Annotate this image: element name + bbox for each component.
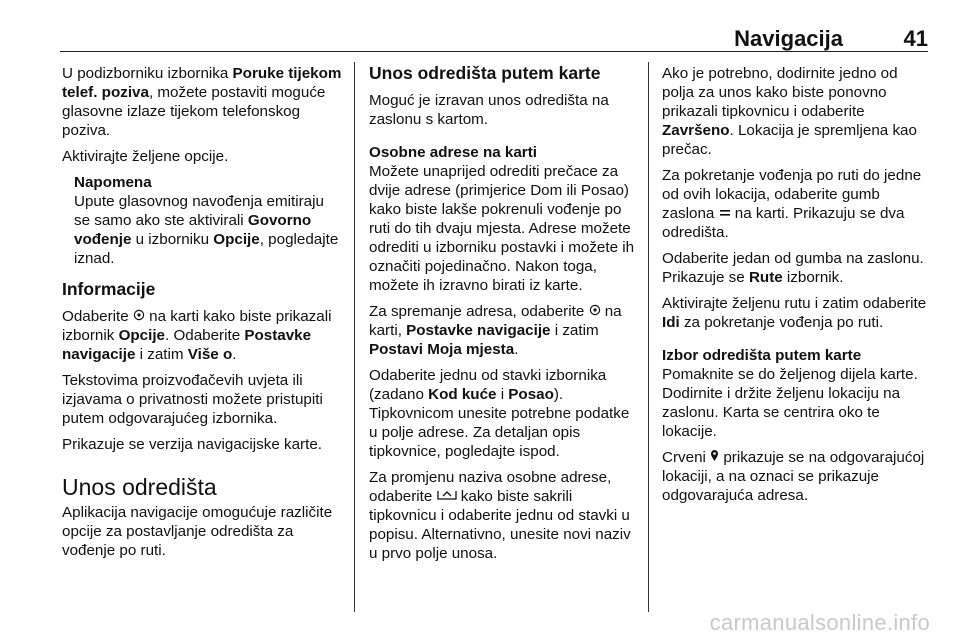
menu-term: Opcije bbox=[118, 327, 165, 344]
text: ). Tipkovnicom unesite potrebne podatke u polje adrese. Za detaljan opis tipkovnice, pogledajte ispod. bbox=[369, 386, 630, 460]
text: Za pokretanje vođenja po ruti do jedne od ovih lokacija, odaberite gumb zaslona bbox=[662, 167, 922, 222]
text: prikazuje se na odgovarajućoj lokaciji, a na oznaci se prikazuje odgovarajuća adresa. bbox=[662, 449, 925, 504]
paragraph bbox=[369, 366, 635, 461]
paragraph: Aplikacija navigacije omogućuje različite opcije za postavljanje odredišta za vođenje po ruti. bbox=[62, 504, 333, 559]
paragraph: Pomaknite se do željenog dijela karte. Dodirnite i držite željenu lokaciju na zaslonu. Karta se centrira oko te lokacije. bbox=[662, 366, 918, 440]
paragraph bbox=[62, 64, 344, 140]
section-heading: Informacije bbox=[62, 279, 156, 299]
menu-term: Kod kuće bbox=[428, 386, 497, 403]
note-title-text: Napomena bbox=[74, 174, 152, 191]
text: u izborniku bbox=[131, 231, 214, 248]
menu-term: Više o bbox=[187, 346, 233, 363]
watermark: carmanualsonline.info bbox=[709, 610, 930, 635]
note-text bbox=[74, 192, 344, 268]
paragraph bbox=[369, 468, 635, 563]
paragraph bbox=[662, 166, 928, 242]
header-rule bbox=[60, 51, 928, 52]
subsection-heading: Osobne adrese na karti bbox=[369, 144, 537, 161]
location-pin-icon bbox=[710, 448, 719, 467]
text: Crveni bbox=[662, 449, 711, 466]
paragraph: Možete unaprijed odrediti prečace za dvije adrese (primjerice Dom ili Posao) kako biste lakše pokrenuli vođenje po ruti do tih dvaju mjesta. Adrese možete odrediti u izborniku postavki i možete ih označiti pojedinačno. Nakon toga, možete ih izravno birati iz karte. bbox=[369, 163, 635, 294]
text: na karti kako biste prikazali izbornik bbox=[62, 308, 332, 344]
column-3 bbox=[662, 64, 928, 512]
paragraph bbox=[662, 294, 928, 332]
page-number: 41 bbox=[903, 26, 928, 51]
text: Odaberite jedan od gumba na zaslonu. Prikazuje se bbox=[662, 250, 924, 286]
text: kako biste sakrili tipkovnicu i odaberite jednu od stavki u popisu. Alternativno, unesite novi naziv u prvo polje unosa. bbox=[369, 488, 631, 562]
column-1 bbox=[62, 64, 344, 567]
text: . bbox=[514, 341, 519, 358]
text: izbornik. bbox=[782, 269, 844, 286]
paragraph: Aktivirajte željene opcije. bbox=[62, 148, 229, 165]
menu-term: Idi bbox=[662, 314, 680, 331]
paragraph: Prikazuje se verzija navigacijske karte. bbox=[62, 436, 322, 453]
text: na karti, bbox=[369, 303, 622, 339]
menu-term: Završeno bbox=[662, 122, 730, 139]
text: i zatim bbox=[135, 346, 188, 363]
column-divider bbox=[354, 62, 355, 612]
text: U podizborniku izbornika bbox=[62, 65, 233, 82]
text: i bbox=[496, 386, 509, 403]
text: za pokretanje vođenja po ruti. bbox=[679, 314, 884, 331]
paragraph bbox=[62, 307, 344, 364]
text: . Lokacija je spremljena kao prečac. bbox=[662, 122, 917, 158]
keyboard-hide-icon bbox=[437, 487, 457, 506]
text: Odaberite jednu od stavki izbornika (zadano bbox=[369, 367, 607, 403]
note-title bbox=[74, 173, 344, 192]
text: i zatim bbox=[550, 322, 599, 339]
gear-icon bbox=[589, 302, 601, 321]
text: Odaberite bbox=[62, 308, 133, 325]
column-divider bbox=[648, 62, 649, 612]
paragraph: Moguć je izravan unos odredišta na zaslonu s kartom. bbox=[369, 92, 609, 128]
note-block bbox=[62, 173, 344, 268]
gear-icon bbox=[133, 307, 145, 326]
section-heading: Unos odredišta putem karte bbox=[369, 63, 601, 83]
menu-term: Poruke tijekom telef. poziva bbox=[62, 65, 342, 101]
text: , pogledajte iznad. bbox=[74, 231, 339, 267]
menu-term: Postavke navigacije bbox=[62, 327, 312, 363]
menu-term: Rute bbox=[748, 269, 783, 286]
paragraph bbox=[369, 302, 635, 359]
text: , možete postaviti moguće glasovne izlaze tijekom telefonskog poziva. bbox=[62, 84, 326, 139]
paragraph bbox=[662, 448, 928, 505]
menu-term: Opcije bbox=[213, 231, 260, 248]
page-header bbox=[60, 18, 928, 52]
text: na karti. Prikazuju se dva odredišta. bbox=[662, 205, 905, 241]
text: Za promjenu naziva osobne adrese, odaberite bbox=[369, 469, 612, 505]
subsection-heading: Izbor odredišta putem karte bbox=[662, 347, 862, 364]
menu-term: Posao bbox=[508, 386, 554, 403]
menu-term: Govorno vođenje bbox=[74, 212, 312, 248]
menu-term: Postavi Moja mjesta bbox=[369, 341, 515, 358]
chapter-heading: Unos odredišta bbox=[62, 474, 217, 500]
text: Aktivirajte željenu rutu i zatim odaberite bbox=[662, 295, 927, 312]
text: . bbox=[232, 346, 237, 363]
paragraph bbox=[662, 64, 928, 159]
menu-term: Postavke navigacije bbox=[406, 322, 551, 339]
column-2 bbox=[369, 64, 635, 570]
equals-menu-icon bbox=[719, 204, 731, 223]
paragraph bbox=[662, 249, 928, 287]
text: . Odaberite bbox=[165, 327, 245, 344]
page-title: Navigacija bbox=[734, 26, 843, 51]
text: Ako je potrebno, dodirnite jedno od polja za unos kako biste ponovno prikazali tipkovnicu i odaberite bbox=[662, 65, 898, 120]
text: Za spremanje adresa, odaberite bbox=[369, 303, 589, 320]
text: Upute glasovnog navođenja emitiraju se samo ako ste aktivirali bbox=[74, 193, 324, 229]
paragraph: Tekstovima proizvođačevih uvjeta ili izjavama o privatnosti možete pristupiti putem odgovarajućeg izbornika. bbox=[62, 372, 323, 427]
